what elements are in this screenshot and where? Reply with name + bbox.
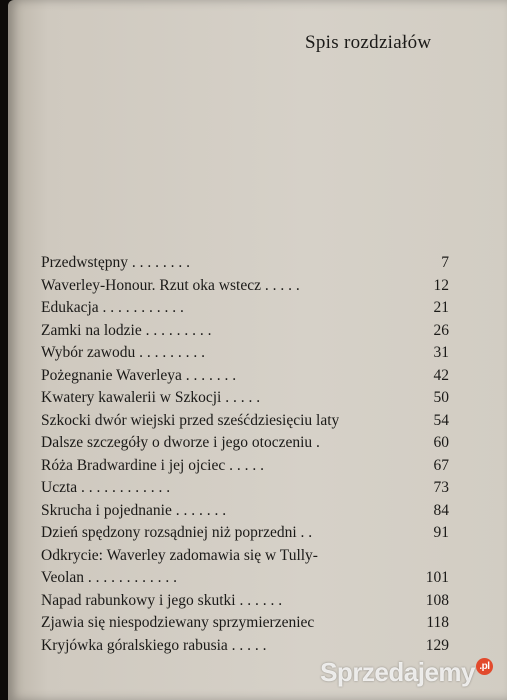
toc-entry	[41, 477, 451, 500]
toc-entry-page: 31	[433, 344, 449, 361]
toc-entry	[41, 365, 451, 388]
toc-entry	[41, 387, 451, 410]
toc-entry-title: Napad rabunkowy i jego skutki . . . . . .	[41, 591, 283, 609]
toc-entry-page: 7	[441, 254, 449, 271]
toc-entry-page: 50	[433, 389, 449, 406]
toc-entry-page: 84	[433, 501, 449, 519]
toc-entry	[41, 297, 451, 320]
watermark-badge: .pl	[476, 658, 493, 675]
toc-entry-page: 101	[425, 569, 449, 586]
toc-entry-title: Waverley-Honour. Rzut oka wstecz . . . . .	[41, 276, 300, 294]
toc-entry-page: 108	[425, 591, 449, 609]
toc-entry-page: 42	[433, 366, 449, 384]
toc-entry-title: Pożegnanie Waverleya . . . . . . .	[41, 366, 237, 384]
toc-entry-title: Zamki na lodzie . . . . . . . . .	[41, 321, 212, 339]
toc-entry-title: Edukacja . . . . . . . . . . .	[41, 299, 184, 316]
toc-entry	[41, 500, 451, 523]
table-of-contents	[41, 252, 451, 657]
toc-entry	[41, 342, 451, 365]
toc-entry-page: 60	[433, 434, 449, 451]
toc-entry-title: Szkocki dwór wiejski przed sześćdziesięciu laty	[41, 411, 340, 429]
toc-entry-title: Kwatery kawalerii w Szkocji . . . . .	[41, 389, 261, 406]
toc-entry-title: Odkrycie: Waverley zadomawia się w Tully-	[41, 546, 318, 564]
toc-entry	[41, 590, 451, 613]
toc-entry-title: Dalsze szczegóły o dworze i jego otoczeniu .	[41, 434, 320, 451]
toc-entry-page: 26	[433, 321, 449, 339]
toc-entry-page: 129	[425, 636, 449, 654]
toc-entry-title: Róża Bradwardine i jej ojciec . . . . .	[41, 456, 264, 474]
toc-entry-page: 67	[433, 456, 449, 474]
toc-entry	[41, 635, 451, 658]
book-page	[8, 0, 507, 700]
toc-entry	[41, 275, 451, 298]
toc-entry-title: Wybór zawodu . . . . . . . . .	[41, 344, 205, 361]
toc-entry-title: Przedwstępny . . . . . . . .	[41, 254, 190, 271]
toc-entry-page: 118	[426, 614, 449, 631]
watermark-logo	[320, 657, 493, 688]
toc-entry	[41, 410, 451, 433]
toc-entry	[41, 612, 451, 635]
toc-entry-title: Uczta . . . . . . . . . . . .	[41, 479, 171, 496]
toc-entry-title: Kryjówka góralskiego rabusia . . . . .	[41, 636, 267, 654]
toc-entry-title: Veolan . . . . . . . . . . . .	[41, 569, 178, 586]
toc-entry-title: Skrucha i pojednanie . . . . . . .	[41, 501, 227, 519]
toc-entry-page: 73	[433, 479, 449, 496]
toc-entry	[41, 455, 451, 478]
toc-entry	[41, 545, 451, 568]
toc-entry	[41, 522, 451, 545]
page-title: Spis rozdziałów	[305, 32, 432, 53]
toc-entry-page: 21	[433, 299, 449, 316]
toc-entry-title: Zjawia się niespodziewany sprzymierzeniec	[41, 614, 315, 631]
toc-entry	[41, 432, 451, 455]
toc-entry-page: 54	[433, 411, 449, 429]
toc-entry-title: Dzień spędzony rozsądniej niż poprzedni . .	[41, 524, 313, 541]
toc-entry-page: 12	[433, 276, 449, 294]
toc-entry-page: 91	[433, 524, 449, 541]
watermark-text: Sprzedajemy	[320, 657, 475, 687]
toc-entry	[41, 320, 451, 343]
toc-entry	[41, 252, 451, 275]
toc-entry	[41, 567, 451, 590]
